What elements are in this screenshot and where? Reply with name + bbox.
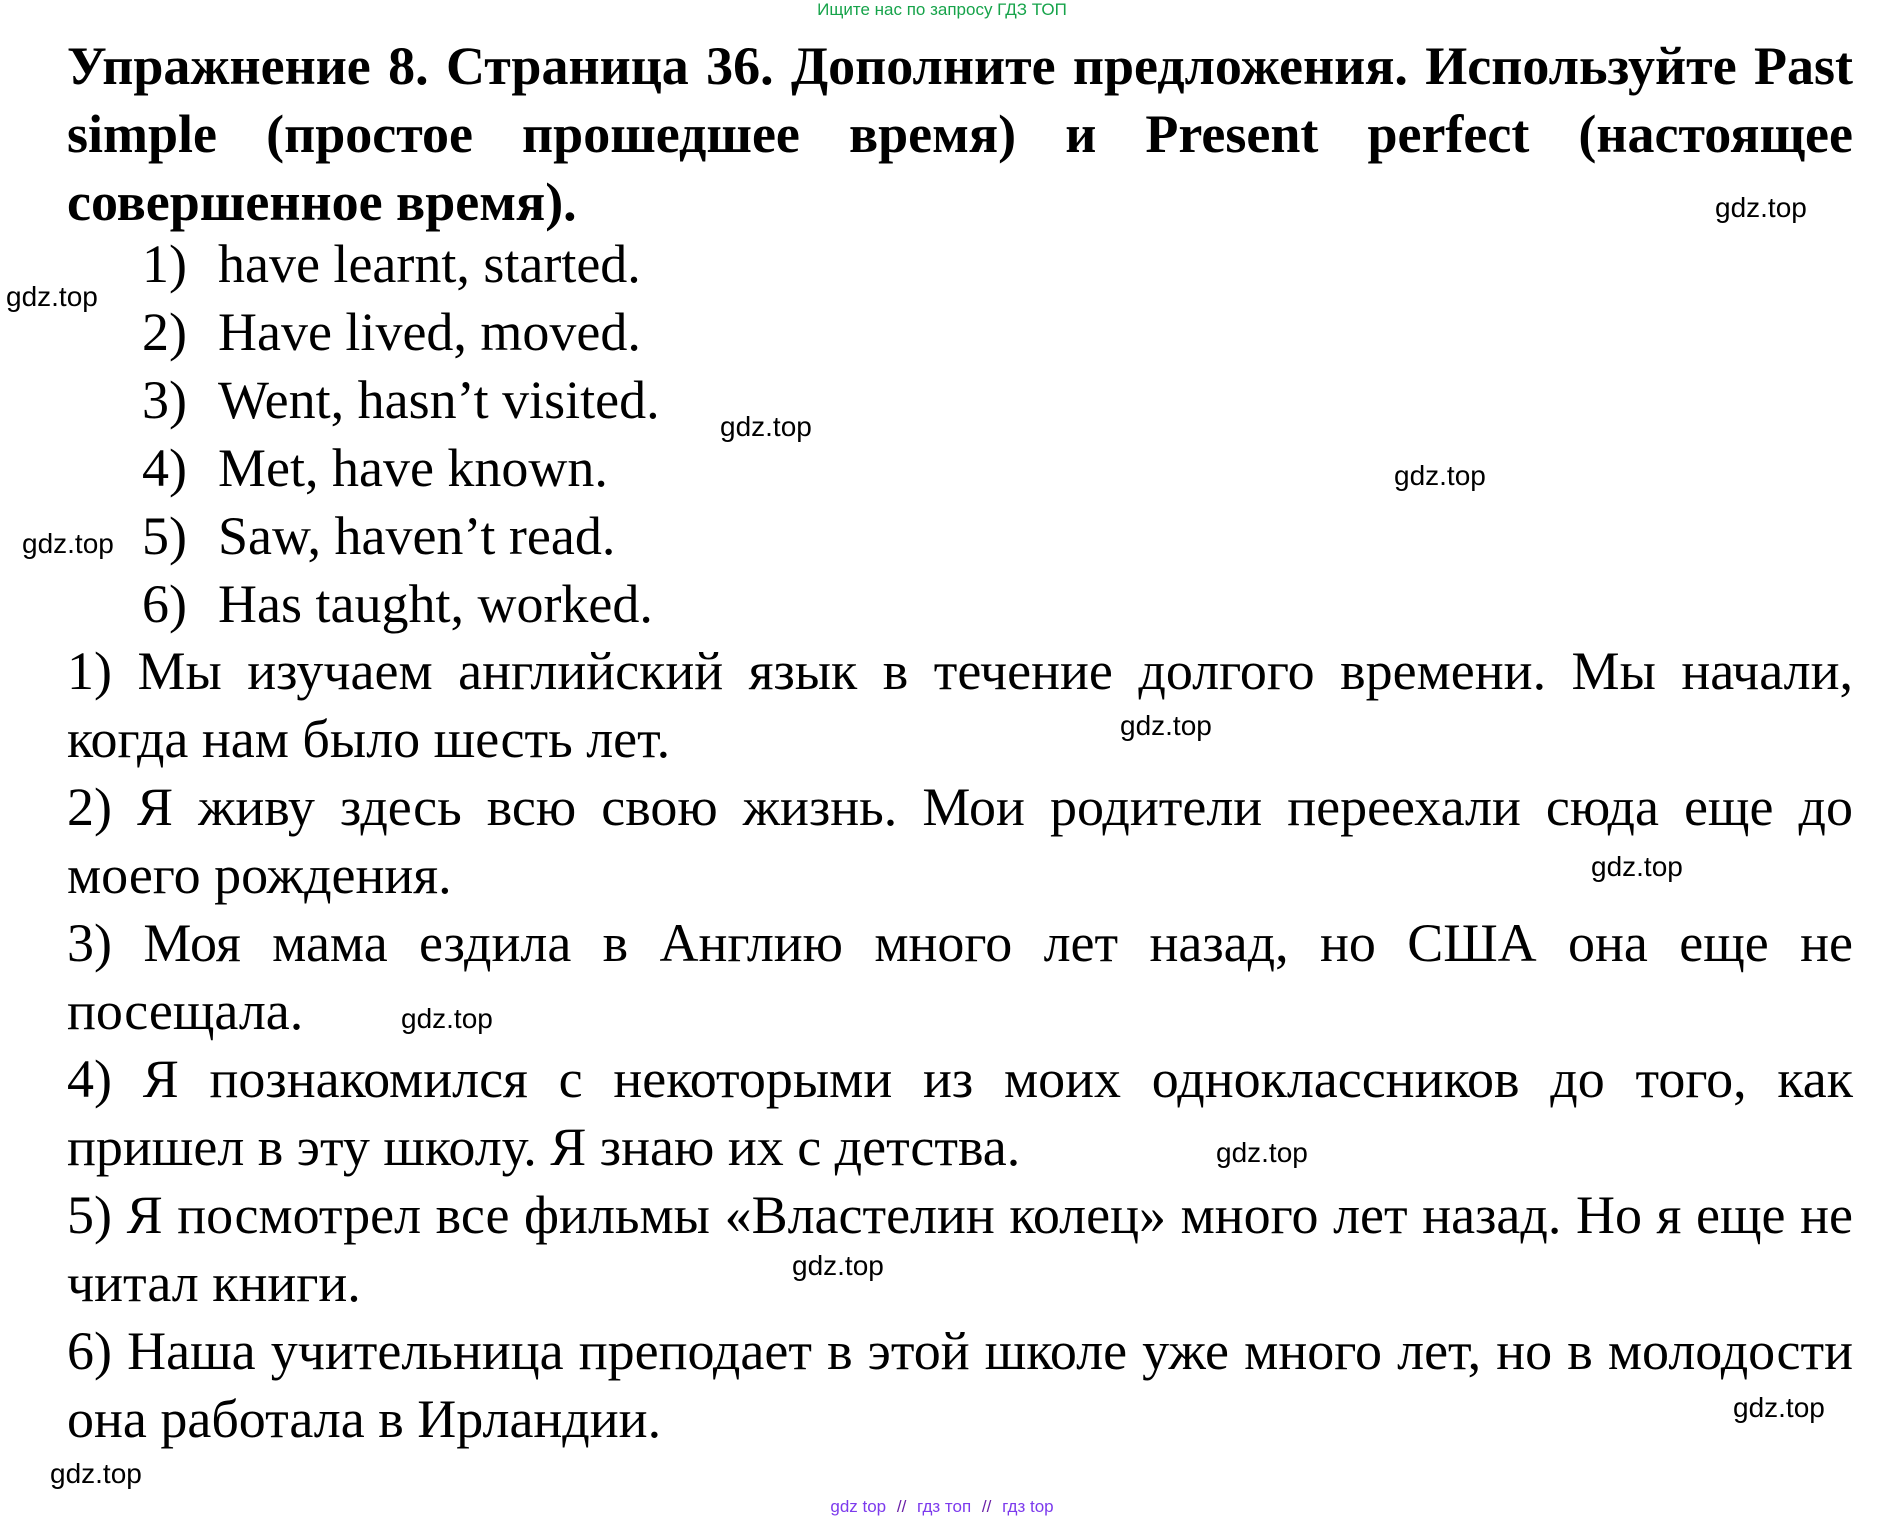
bottom-link[interactable]: гдз топ xyxy=(917,1497,972,1516)
translation-paragraph: 4) Я познакомился с некоторыми из моих одноклассников до того, как пришел в эту школу. Я знаю их с детства. xyxy=(67,1049,1853,1177)
answer-number: 6) xyxy=(142,574,187,634)
watermark: gdz.top xyxy=(1715,192,1807,223)
answer-item xyxy=(142,298,660,366)
bottom-links xyxy=(0,1497,1884,1517)
top-note: Ищите нас по запросу ГДЗ ТОП xyxy=(817,0,1067,19)
translation-paragraph: 1) Мы изучаем английский язык в течение долгого времени. Мы начали, когда нам было шесть лет. xyxy=(67,641,1853,769)
answer-number: 3) xyxy=(142,370,187,430)
watermark: gdz.top xyxy=(792,1250,884,1281)
answer-text: have learnt, started. xyxy=(218,234,641,294)
translation-paragraph: 3) Моя мама ездила в Англию много лет назад, но США она еще не посещала. xyxy=(67,913,1853,1041)
answers-list xyxy=(142,230,660,638)
answer-text: Saw, haven’t read. xyxy=(218,506,616,566)
answer-text: Has taught, worked. xyxy=(218,574,653,634)
answer-text: Met, have known. xyxy=(218,438,608,498)
watermark: gdz.top xyxy=(50,1458,142,1489)
answer-item xyxy=(142,366,660,434)
translation-paragraph: 2) Я живу здесь всю свою жизнь. Мои родители переехали сюда еще до моего рождения. xyxy=(67,777,1853,905)
watermark: gdz.top xyxy=(401,1003,493,1034)
answer-item xyxy=(142,502,660,570)
answer-item xyxy=(142,434,660,502)
answer-number: 5) xyxy=(142,506,187,566)
watermark: gdz.top xyxy=(6,281,98,312)
watermark: gdz.top xyxy=(1733,1392,1825,1423)
exercise-title: Упражнение 8. Страница 36. Дополните предложения. Используйте Past simple (простое прошедшее время) и Present perfect (настоящее совершенное время). xyxy=(67,36,1853,232)
translation-paragraph: 6) Наша учительница преподает в этой школе уже много лет, но в молодости она работала в Ирландии. xyxy=(67,1321,1853,1449)
watermark: gdz.top xyxy=(1591,851,1683,882)
link-separator: // xyxy=(896,1497,907,1516)
answer-text: Went, hasn’t visited. xyxy=(218,370,660,430)
translations xyxy=(67,637,1853,1453)
translation-paragraph: 5) Я посмотрел все фильмы «Властелин колец» много лет назад. Но я еще не читал книги. xyxy=(67,1185,1853,1313)
watermark: gdz.top xyxy=(22,528,114,559)
answer-number: 2) xyxy=(142,302,187,362)
answer-number: 1) xyxy=(142,234,187,294)
answer-text: Have lived, moved. xyxy=(218,302,641,362)
link-separator: // xyxy=(981,1497,992,1516)
answer-number: 4) xyxy=(142,438,187,498)
watermark: gdz.top xyxy=(720,411,812,442)
watermark: gdz.top xyxy=(1216,1137,1308,1168)
bottom-link[interactable]: gdz top xyxy=(830,1497,887,1516)
bottom-link[interactable]: гдз top xyxy=(1002,1497,1054,1516)
answer-item xyxy=(142,230,660,298)
watermark: gdz.top xyxy=(1120,710,1212,741)
watermark: gdz.top xyxy=(1394,460,1486,491)
answer-item xyxy=(142,570,660,638)
